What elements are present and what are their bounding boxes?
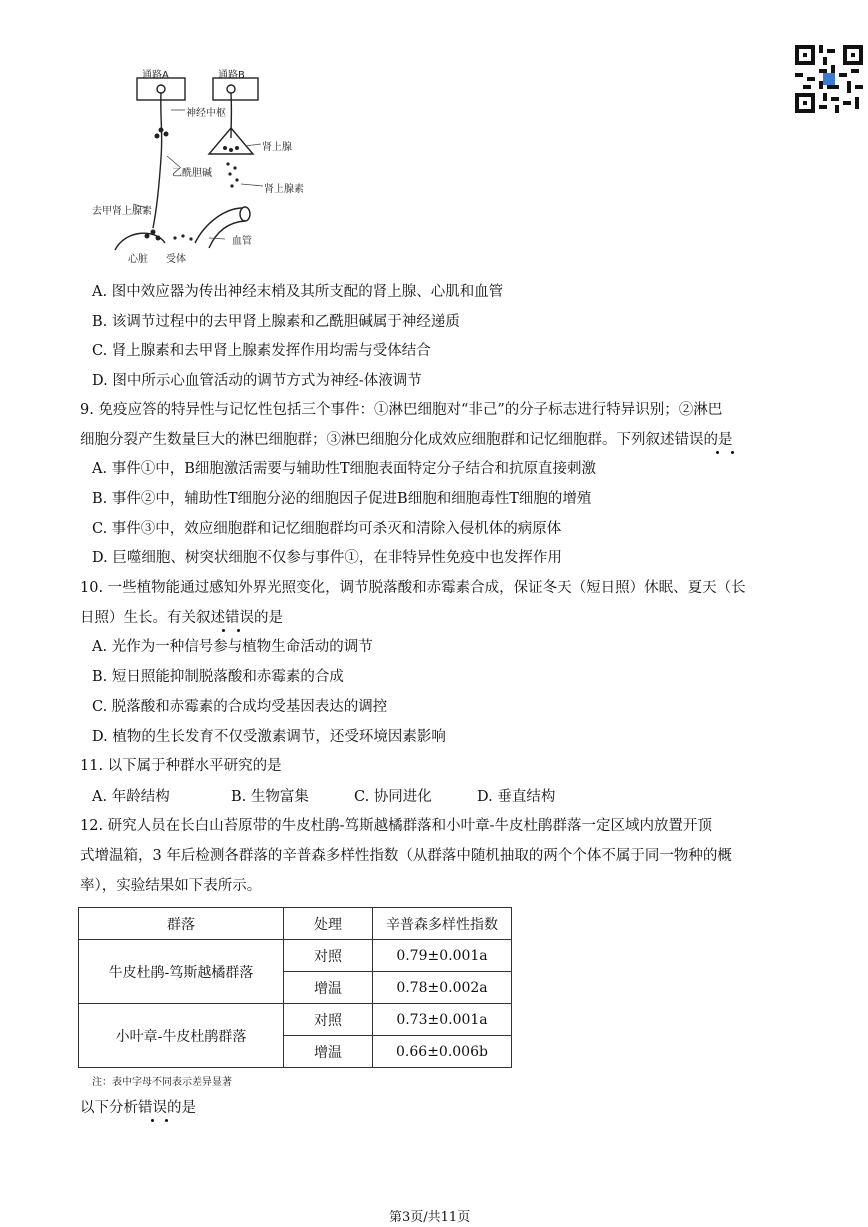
q8-option-a: A. 图中效应器为传出神经末梢及其所支配的肾上腺、心肌和血管 [92, 284, 504, 300]
q8-option-d: D. 图中所示心血管活动的调节方式为神经-体液调节 [92, 373, 422, 389]
adrenal-gland-label: 肾上腺 [262, 142, 292, 153]
q8-option-c: C. 肾上腺素和去甲肾上腺素发挥作用均需与受体结合 [92, 343, 431, 359]
emphasis-dot [165, 1119, 168, 1122]
q10-stem-line1: 10. 一些植物能通过感知外界光照变化，调节脱落酸和赤霉素合成，保证冬天（短日照）休眠、夏天（长 [80, 580, 746, 596]
q10-option-c: C. 脱落酸和赤霉素的合成均受基因表达的调控 [92, 699, 388, 715]
community-cell: 小叶章-牛皮杜鹃群落 [79, 1004, 284, 1068]
index-cell: 0.66±0.006b [373, 1036, 512, 1068]
table-row [79, 940, 512, 972]
q11-option-a: A. 年龄结构 [92, 789, 170, 805]
blood-vessel-label: 血管 [232, 236, 252, 247]
q10-option-a: A. 光作为一种信号参与植物生命活动的调节 [92, 639, 373, 655]
table-header: 群落 [79, 908, 284, 940]
treatment-cell: 对照 [284, 1004, 373, 1036]
heart-label: 心脏 [128, 254, 148, 265]
nerve-center-label: 神经中枢 [186, 108, 226, 119]
emphasis-dot [237, 629, 240, 632]
q8-option-b: B. 该调节过程中的去甲肾上腺素和乙酰胆碱属于神经递质 [92, 314, 460, 330]
treatment-cell: 增温 [284, 972, 373, 1004]
q11-option-d: D. 垂直结构 [477, 789, 556, 805]
q10-stem-line2: 日照）生长。有关叙述错误的是 [80, 610, 283, 626]
nerve-pathway-diagram [85, 58, 315, 268]
table-row [79, 1004, 512, 1036]
results-table [78, 907, 512, 1068]
q9-option-d: D. 巨噬细胞、树突状细胞不仅参与事件①，在非特异性免疫中也发挥作用 [92, 550, 562, 566]
index-cell: 0.78±0.002a [373, 972, 512, 1004]
q12-stem-line3: 率），实验结果如下表所示。 [80, 878, 262, 894]
index-cell: 0.73±0.001a [373, 1004, 512, 1036]
treatment-cell: 增温 [284, 1036, 373, 1068]
table-header: 辛普森多样性指数 [373, 908, 512, 940]
pathway-a-label: 通路A [142, 70, 169, 81]
q11-option-c: C. 协同进化 [354, 789, 432, 805]
treatment-cell: 对照 [284, 940, 373, 972]
q9-option-c: C. 事件③中，效应细胞群和记忆细胞群均可杀灭和清除入侵机体的病原体 [92, 521, 562, 537]
q10-option-b: B. 短日照能抑制脱落酸和赤霉素的合成 [92, 669, 344, 685]
qr-code-icon [795, 45, 863, 113]
norepinephrine-label: 去甲肾上腺素 [92, 206, 152, 217]
acetylcholine-label: 乙酰胆碱 [172, 168, 212, 179]
receptor-label: 受体 [166, 254, 186, 265]
q10-option-d: D. 植物的生长发育不仅受激素调节，还受环境因素影响 [92, 729, 446, 745]
table-note: 注：表中字母不同表示差异显著 [92, 1077, 232, 1088]
emphasis-dot [731, 451, 734, 454]
q9-option-a: A. 事件①中，B细胞激活需要与辅助性T细胞表面特定分子结合和抗原直接刺激 [92, 461, 597, 477]
table-header: 处理 [284, 908, 373, 940]
emphasis-dot [222, 629, 225, 632]
q9-option-b: B. 事件②中，辅助性T细胞分泌的细胞因子促进B细胞和细胞毒性T细胞的增殖 [92, 491, 592, 507]
q12-stem-line2: 式增温箱，3 年后检测各群落的辛普森多样性指数（从群落中随机抽取的两个个体不属于同一物种的概 [80, 848, 732, 864]
community-cell: 牛皮杜鹃-笃斯越橘群落 [79, 940, 284, 1004]
epinephrine-label: 肾上腺素 [264, 184, 304, 195]
index-cell: 0.79±0.001a [373, 940, 512, 972]
emphasis-dot [716, 451, 719, 454]
pathway-b-label: 通路B [218, 70, 245, 81]
q11-option-b: B. 生物富集 [231, 789, 309, 805]
q12-stem-line1: 12. 研究人员在长白山苔原带的牛皮杜鹃-笃斯越橘群落和小叶章-牛皮杜鹃群落一定区域内放置开顶 [80, 818, 712, 834]
q9-stem-line1: 9. 免疫应答的特异性与记忆性包括三个事件：①淋巴细胞对“非己”的分子标志进行特异识别；②淋巴 [80, 402, 723, 418]
page-number: 第3页/共11页 [389, 1210, 471, 1225]
emphasis-dot [151, 1119, 154, 1122]
q11-stem: 11. 以下属于种群水平研究的是 [80, 758, 282, 774]
q9-stem-line2: 细胞分裂产生数量巨大的淋巴细胞群；③淋巴细胞分化成效应细胞群和记忆细胞群。下列叙述错误的是 [80, 432, 733, 448]
q12-follow-up: 以下分析错误的是 [80, 1100, 196, 1116]
